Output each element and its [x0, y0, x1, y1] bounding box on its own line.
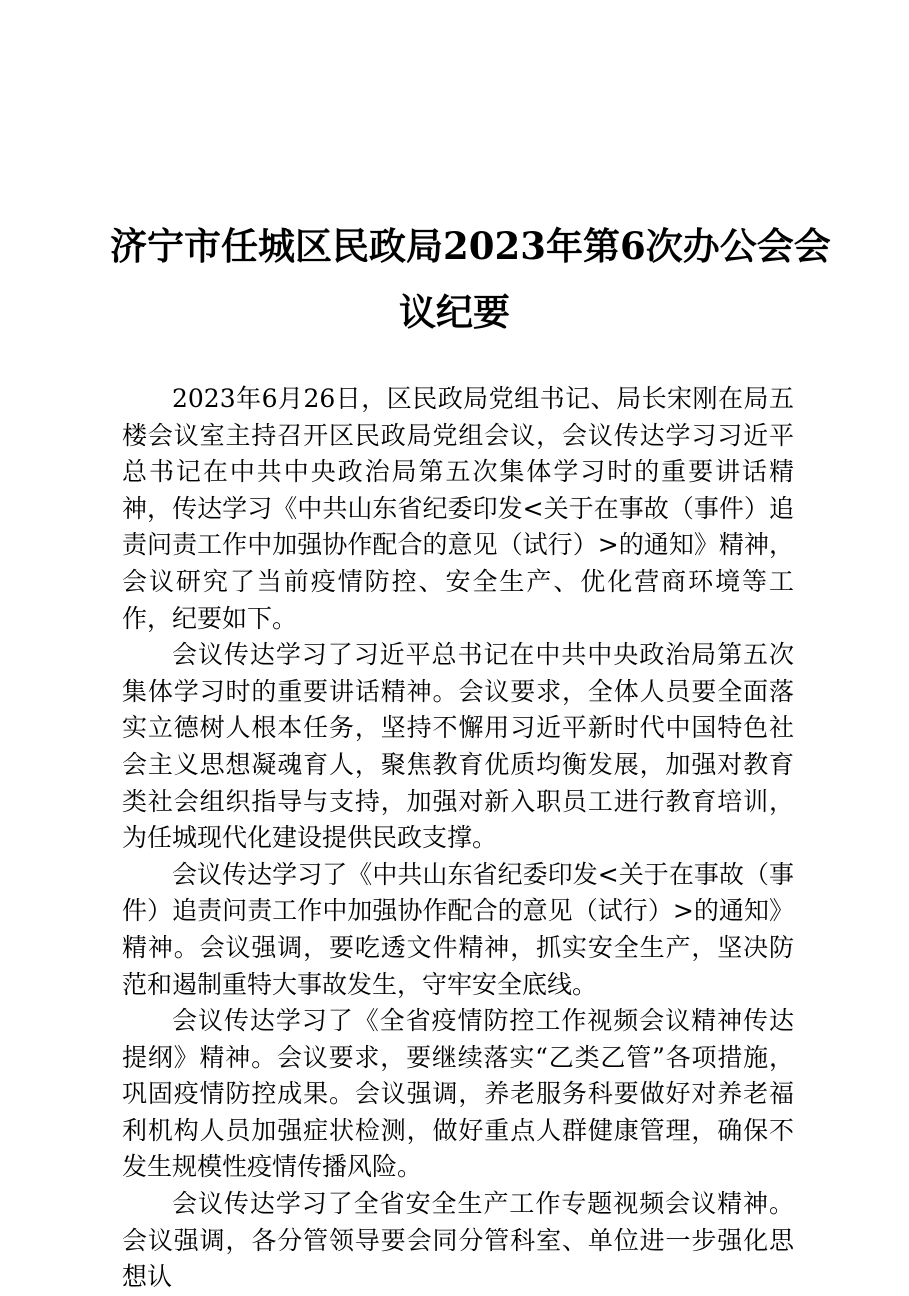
paragraph-accountability: 会议传达学习了《中共山东省纪委印发<关于在事故（事件）追责问责工作中加强协作配合的意见（试行）>的通知》精神。会议强调，要吃透文件精神，抓实安全生产，坚决防范和遏制重特大事故发生，守牢安全底线。	[122, 859, 794, 999]
paragraph-speech-study: 会议传达学习了习近平总书记在中共中央政治局第五次集体学习时的重要讲话精神。会议要求，全体人员要全面落实立德树人根本任务，坚持不懈用习近平新时代中国特色社会主义思想凝魂育人，聚焦教育优质均衡发展，加强对教育类社会组织指导与支持，加强对新入职员工进行教育培训，为任城现代化建设提供民政支撑。	[122, 640, 794, 853]
document-title-line-2: 议纪要	[399, 290, 510, 334]
paragraph-epidemic-control: 会议传达学习了《全省疫情防控工作视频会议精神传达提纲》精神。会议要求，要继续落实“乙类乙管”各项措施，巩固疫情防控成果。会议强调，养老服务科要做好对养老福利机构人员加强症状检测，做好重点人群健康管理，确保不发生规模性疫情传播风险。	[122, 1006, 794, 1182]
document-body	[122, 381, 794, 1296]
document-title-line-1: 济宁市任城区民政局2023年第6次办公会会	[110, 224, 831, 268]
paragraph-intro: 2023年6月26日，区民政局党组书记、局长宋刚在局五楼会议室主持召开区民政局党组会议，会议传达学习习近平总书记在中共中央政治局第五次集体学习时的重要讲话精神，传达学习《中共山东省纪委印发<关于在事故（事件）追责问责工作中加强协作配合的意见（试行）>的通知》精神，会议研究了当前疫情防控、安全生产、优化营商环境等工作，纪要如下。	[122, 384, 794, 633]
paragraph-safety-production: 会议传达学习了全省安全生产工作专题视频会议精神。会议强调，各分管领导要会同分管科室、单位进一步强化思想认	[122, 1189, 794, 1292]
